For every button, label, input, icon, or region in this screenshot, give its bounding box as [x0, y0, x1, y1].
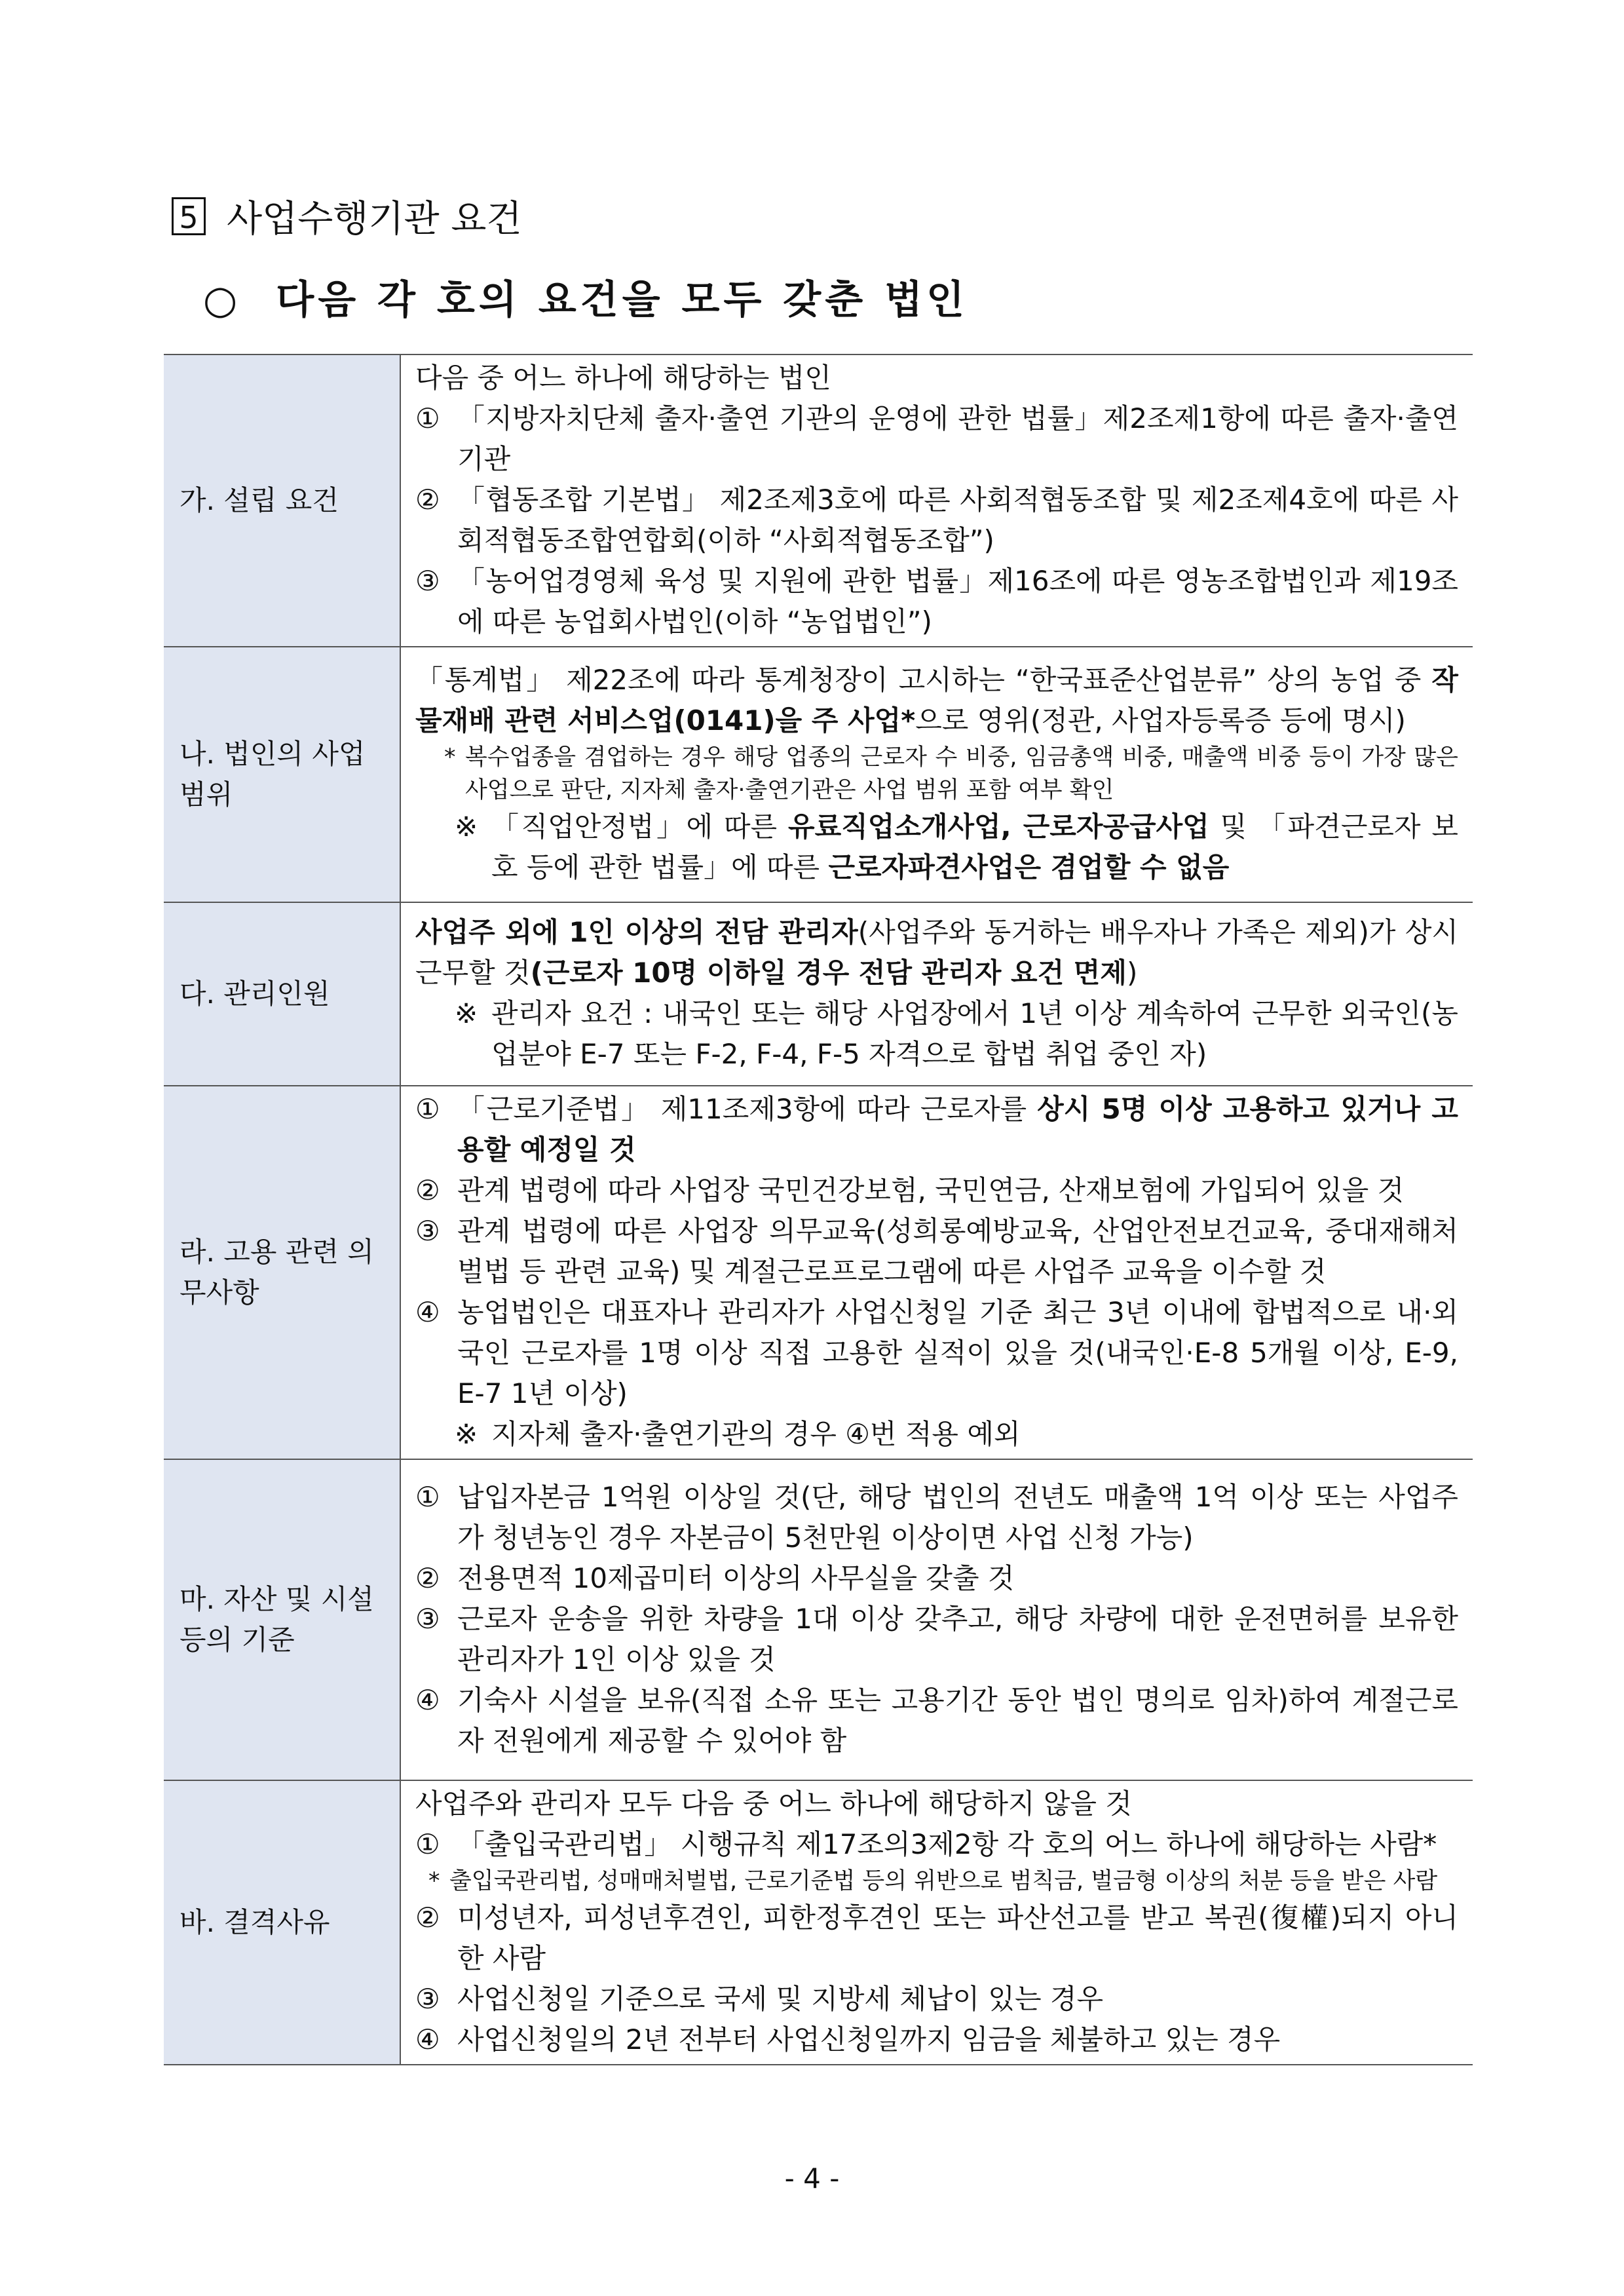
- text-run: 「통계법」 제22조에 따라 통계청장이 고시하는 “한국표준산업분류” 상의 농업 중: [415, 664, 1432, 696]
- item-marker: ④: [415, 1296, 440, 1328]
- subtitle-text: 다음 각 호의 요건을 모두 갖춘 법인: [276, 277, 969, 323]
- section-heading: [172, 190, 522, 242]
- text-run: 으로 영위(정관, 사업자등록증 등에 명시): [915, 704, 1406, 737]
- requirements-table: [164, 354, 1473, 2065]
- table-row: [164, 902, 1473, 1086]
- list-item: [415, 1089, 1458, 1170]
- reference-text: 관리자 요건 : 내국인 또는 해당 사업장에서 1년 이상 계속하여 근무한 외국인(농업분야 E-7 또는 F-2, F-4, F-5 자격으로 합법 취업 중인 자): [491, 997, 1458, 1070]
- item-text: 납입자본금 1억원 이상일 것(단, 해당 법인의 전년도 매출액 1억 이상 또는 사업주가 청년농인 경우 자본금이 5천만원 이상이면 사업 신청 가능): [457, 1481, 1458, 1554]
- text-run: ): [1126, 957, 1138, 989]
- list-item: [415, 1477, 1458, 1558]
- footnote-text: 복수업종을 겸업하는 경우 해당 업종의 근로자 수 비중, 임금총액 비중, 매출액 비중 등이 가장 많은 사업으로 판단, 지자체 출자·출연기관은 사업 범위 포함 여부 확인: [465, 744, 1458, 803]
- list-item: [415, 1292, 1458, 1414]
- reference-note: [415, 993, 1458, 1075]
- reference-note: [415, 1414, 1458, 1455]
- reference-text: 지자체 출자·출연기관의 경우 ④번 적용 예외: [491, 1418, 1021, 1450]
- bold-run: (근로자 10명 이하일 경우 전담 관리자 요건 면제: [530, 957, 1127, 989]
- row-intro: 사업주와 관리자 모두 다음 중 어느 하나에 해당하지 않을 것: [415, 1788, 1132, 1820]
- row-intro: 다음 중 어느 하나에 해당하는 법인: [415, 362, 831, 394]
- item-text: 관계 법령에 따라 사업장 국민건강보험, 국민연금, 산재보험에 가입되어 있을 것: [457, 1174, 1405, 1206]
- list-item: [415, 1170, 1458, 1211]
- item-marker: ④: [415, 1684, 440, 1716]
- item-marker: ③: [415, 1215, 440, 1247]
- footnote-text: 출입국관리법, 성매매처벌법, 근로기준법 등의 위반으로 범칙금, 벌금형 이상의 처분 등을 받은 사람: [449, 1868, 1438, 1894]
- text-run: 및 「파견근로자 보호 등에 관한 법률」에 따른: [491, 811, 1458, 883]
- section-number-box: 5: [172, 197, 206, 235]
- item-marker: ③: [415, 565, 440, 597]
- footnote: [415, 1865, 1458, 1898]
- item-text: 전용면적 10제곱미터 이상의 사무실을 갖출 것: [457, 1562, 1015, 1594]
- item-text: 관계 법령에 따른 사업장 의무교육(성희롱예방교육, 산업안전보건교육, 중대재해처벌법 등 관련 교육) 및 계절근로프로그램에 따른 사업주 교육을 이수할 것: [457, 1215, 1458, 1288]
- bold-run: 상시 5명 이상 고용하고 있거나 고용할 예정일 것: [457, 1093, 1458, 1166]
- row-content: [400, 902, 1473, 1086]
- row-content: [400, 1086, 1473, 1459]
- bold-run: 근로자파견사업은 겸업할 수 없음: [828, 851, 1230, 883]
- list-item: [415, 561, 1458, 642]
- paragraph: [415, 660, 1458, 741]
- item-text: 「지방자치단체 출자·출연 기관의 운영에 관한 법률」제2조제1항에 따른 출자·출연 기관: [457, 402, 1458, 475]
- row-label: 나. 법인의 사업 범위: [164, 647, 400, 902]
- item-marker: ④: [415, 2023, 440, 2056]
- table-row: [164, 1459, 1473, 1780]
- table-row: [164, 647, 1473, 902]
- row-label: 마. 자산 및 시설 등의 기준: [164, 1459, 400, 1780]
- item-marker: ②: [415, 484, 440, 516]
- list-item: [415, 1898, 1458, 1979]
- bold-run: 사업주 외에 1인 이상의 전담 관리자: [415, 916, 858, 948]
- list-item: [415, 1680, 1458, 1761]
- list-item: [415, 1824, 1458, 1865]
- row-content: [400, 1780, 1473, 2065]
- item-text: 「출입국관리법」 시행규칙 제17조의3제2항 각 호의 어느 하나에 해당하는 사람*: [457, 1828, 1437, 1860]
- item-text: 사업신청일 기준으로 국세 및 지방세 체납이 있는 경우: [457, 1983, 1104, 2015]
- reference-mark-icon: ※: [455, 1418, 478, 1450]
- reference-note: [415, 807, 1458, 888]
- list-item: [415, 2019, 1458, 2060]
- item-text: 「협동조합 기본법」 제2조제3호에 따른 사회적협동조합 및 제2조제4호에 따른 사회적협동조합연합회(이하 “사회적협동조합”): [457, 484, 1458, 556]
- text-run: (사업주와 동거하는 배우자나 가족은 제외)가 상시 근무할 것: [415, 916, 1458, 989]
- reference-text: [491, 807, 1458, 888]
- item-marker: ①: [415, 1093, 440, 1125]
- table-row: [164, 1780, 1473, 2065]
- text-run: 「근로기준법」 제11조제3항에 따라 근로자를: [457, 1093, 1038, 1125]
- table-row: [164, 1086, 1473, 1459]
- list-item: [415, 480, 1458, 561]
- table-row: [164, 354, 1473, 647]
- item-marker: ①: [415, 402, 440, 434]
- footnote: [415, 741, 1458, 807]
- item-marker: ①: [415, 1828, 440, 1860]
- page-number: - 4 -: [784, 2162, 840, 2194]
- bold-run: 유료직업소개사업, 근로자공급사업: [788, 811, 1209, 843]
- list-item: [415, 1979, 1458, 2019]
- reference-mark-icon: ※: [455, 997, 478, 1029]
- bold-run: 작물재배 관련 서비스업(0141)을 주 사업*: [415, 664, 1458, 737]
- item-marker: ②: [415, 1174, 440, 1206]
- section-title: 사업수행기관 요건: [227, 198, 522, 240]
- row-label: 가. 설립 요건: [164, 354, 400, 647]
- item-marker: ②: [415, 1902, 440, 1934]
- list-item: [415, 1211, 1458, 1292]
- item-text: 근로자 운송을 위한 차량을 1대 이상 갖추고, 해당 차량에 대한 운전면허를 보유한 관리자가 1인 이상 있을 것: [457, 1603, 1458, 1675]
- list-item: [415, 398, 1458, 480]
- list-item: [415, 1558, 1458, 1599]
- item-marker: ③: [415, 1603, 440, 1635]
- item-text: [457, 1089, 1458, 1170]
- row-label: 라. 고용 관련 의무사항: [164, 1086, 400, 1459]
- item-text: 「농어업경영체 육성 및 지원에 관한 법률」제16조에 따른 영농조합법인과 제19조에 따른 농업회사법인(이하 “농업법인”): [457, 565, 1458, 638]
- list-item: [415, 1599, 1458, 1680]
- row-content: [400, 1459, 1473, 1780]
- item-marker: ③: [415, 1983, 440, 2015]
- item-text: 사업신청일의 2년 전부터 사업신청일까지 임금을 체불하고 있는 경우: [457, 2023, 1281, 2056]
- item-marker: ①: [415, 1481, 440, 1513]
- reference-mark-icon: ※: [455, 811, 478, 843]
- row-label: 다. 관리인원: [164, 902, 400, 1086]
- item-marker: ②: [415, 1562, 440, 1594]
- asterisk-marker: *: [428, 1868, 440, 1894]
- paragraph: [415, 912, 1458, 993]
- subtitle: [203, 269, 968, 325]
- row-label: 바. 결격사유: [164, 1780, 400, 2065]
- asterisk-marker: *: [444, 744, 456, 771]
- item-text: 기숙사 시설을 보유(직접 소유 또는 고용기간 동안 법인 명의로 임차)하여 계절근로자 전원에게 제공할 수 있어야 함: [457, 1684, 1458, 1757]
- item-text: 미성년자, 피성년후견인, 피한정후견인 또는 파산선고를 받고 복권(復權)되지 아니한 사람: [457, 1902, 1458, 1974]
- circle-bullet-icon: ○: [203, 277, 242, 323]
- row-content: [400, 647, 1473, 902]
- row-content: [400, 354, 1473, 647]
- text-run: 「직업안정법」에 따른: [491, 811, 789, 843]
- item-text: 농업법인은 대표자나 관리자가 사업신청일 기준 최근 3년 이내에 합법적으로 내·외국인 근로자를 1명 이상 직접 고용한 실적이 있을 것(내국인·E-8 5개월 이상, E-9, E-7 1년 이상): [457, 1296, 1458, 1409]
